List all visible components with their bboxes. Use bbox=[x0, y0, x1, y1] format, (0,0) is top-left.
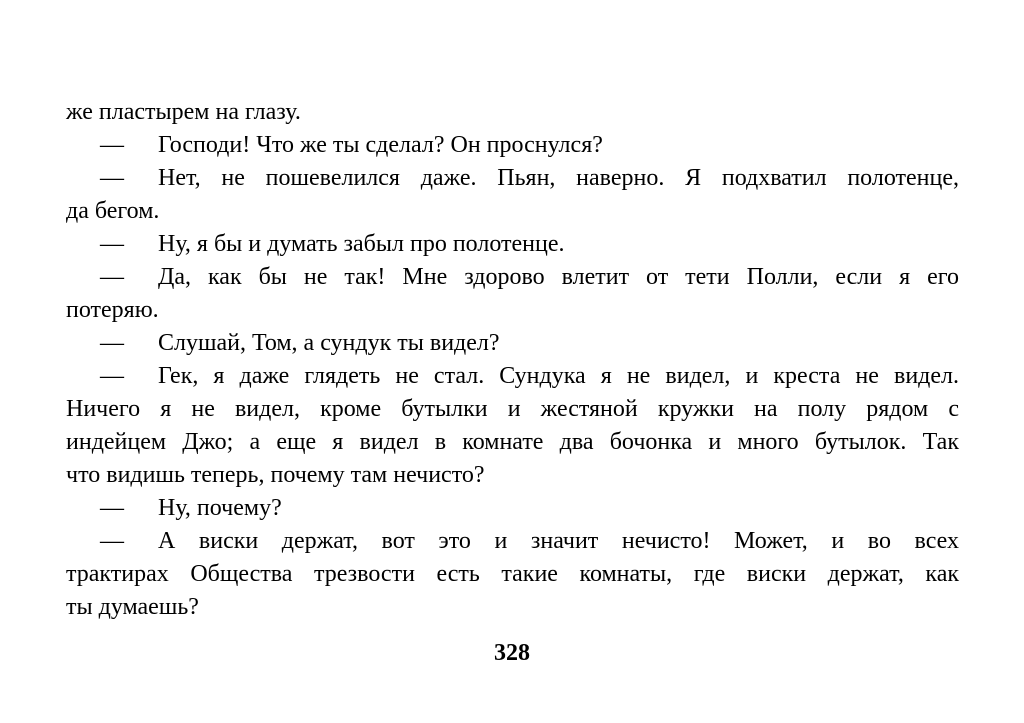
text-line: же пластырем на глазу. bbox=[66, 99, 301, 125]
line-text: А виски держат, вот это и значит нечисто! Может, и во всех bbox=[158, 528, 959, 554]
text-line bbox=[66, 525, 959, 558]
text-line bbox=[66, 492, 959, 525]
text-line bbox=[66, 228, 959, 261]
text-line bbox=[66, 360, 959, 393]
line-text: Господи! Что же ты сделал? Он проснулся? bbox=[158, 132, 603, 158]
text-line: что видишь теперь, почему там нечисто? bbox=[66, 462, 485, 488]
text-line: ты думаешь? bbox=[66, 594, 199, 620]
text-line bbox=[66, 327, 959, 360]
dialogue-dash: — bbox=[100, 528, 124, 554]
page-text bbox=[66, 96, 959, 624]
text-line: трактирах Общества трезвости есть такие комнаты, где виски держат, как bbox=[66, 561, 959, 587]
page-number: 328 bbox=[494, 640, 530, 666]
dialogue-dash: — bbox=[100, 330, 124, 356]
dialogue-dash: — bbox=[100, 495, 124, 521]
dialogue-dash: — bbox=[100, 264, 124, 290]
line-text: Да, как бы не так! Мне здорово влетит от тети Полли, если я его bbox=[158, 264, 959, 290]
line-text: Ну, я бы и думать забыл про полотенце. bbox=[158, 231, 565, 257]
text-line: да бегом. bbox=[66, 198, 160, 224]
dialogue-dash: — bbox=[100, 231, 124, 257]
text-line bbox=[66, 129, 959, 162]
line-text: Ну, почему? bbox=[158, 495, 282, 521]
line-text: Слушай, Том, а сундук ты видел? bbox=[158, 330, 500, 356]
line-text: Гек, я даже глядеть не стал. Сундука я не видел, и креста не видел. bbox=[158, 363, 959, 389]
line-text: Нет, не пошевелился даже. Пьян, наверно. Я подхватил полотенце, bbox=[158, 165, 959, 191]
dialogue-dash: — bbox=[100, 363, 124, 389]
text-line: Ничего я не видел, кроме бутылки и жестяной кружки на полу рядом с bbox=[66, 396, 959, 422]
text-line bbox=[66, 162, 959, 195]
text-line bbox=[66, 261, 959, 294]
dialogue-dash: — bbox=[100, 165, 124, 191]
text-line: потеряю. bbox=[66, 297, 159, 323]
text-line: индейцем Джо; а еще я видел в комнате два бочонка и много бутылок. Так bbox=[66, 429, 959, 455]
dialogue-dash: — bbox=[100, 132, 124, 158]
